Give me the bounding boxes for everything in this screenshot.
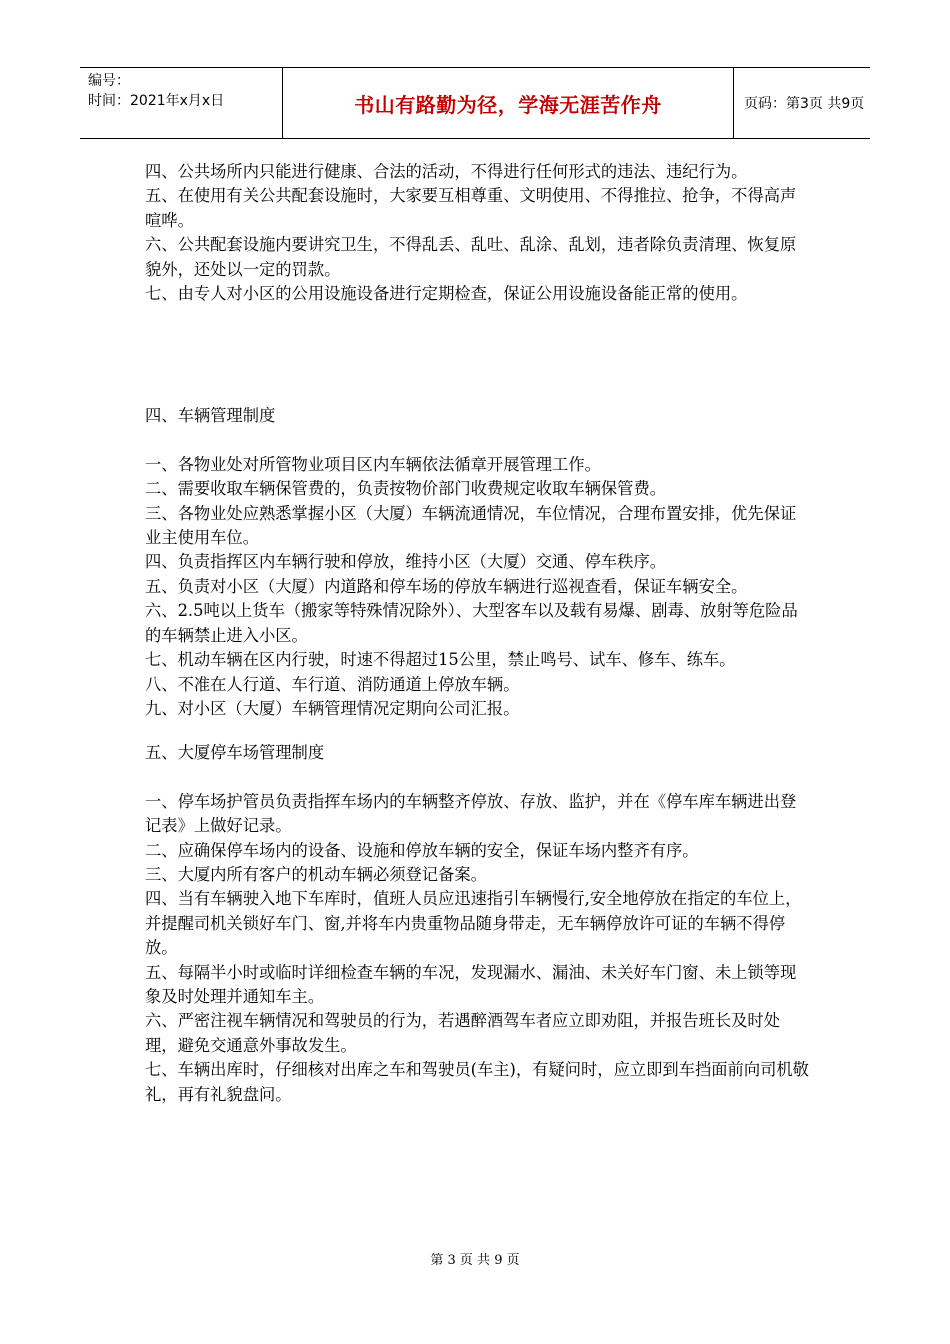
- vehicle-rule-item: 四、负责指挥区内车辆行驶和停放，维持小区（大厦）交通、停车秩序。: [145, 552, 667, 572]
- spacer: [145, 429, 810, 453]
- public-rule-item: 六、公共配套设施内要讲究卫生，不得乱丢、乱吐、乱涂、乱划，违者除负责清理、恢复原貌外，还处以一定的罚款。: [145, 235, 797, 279]
- public-rule-item: 四、公共场所内只能进行健康、合法的活动，不得进行任何形式的违法、违纪行为。: [145, 162, 748, 181]
- parking-rule-item: 五、每隔半小时或临时详细检查车辆的车况，发现漏水、漏油、未关好车门窗、未上锁等现象及时处理并通知车主。: [145, 962, 797, 1006]
- vehicle-rule-item: 三、各物业处应熟悉掌握小区（大厦）车辆流通情况，车位情况，合理布置安排，优先保证业主使用车位。: [145, 503, 797, 548]
- public-rule-item: 七、由专人对小区的公用设施设备进行定期检查，保证公用设施设备能正常的使用。: [145, 284, 748, 304]
- vehicle-rule-item: 一、各物业处对所管物业项目区内车辆依法循章开展管理工作。: [145, 454, 601, 474]
- parking-rule-item: 一、停车场护管员负责指挥车场内的车辆整齐停放、存放、监护，并在《停车库车辆进出登记表》上做好记录。: [145, 791, 797, 836]
- document-date-label: 时间：2021年x月x日: [88, 93, 225, 109]
- document-body: [145, 160, 810, 1107]
- public-rule-item: 五、在使用有关公共配套设施时，大家要互相尊重、文明使用、不得推拉、抢争，不得高声喧哗。: [145, 186, 797, 230]
- vehicle-rule-item: 九、对小区（大厦）车辆管理情况定期向公司汇报。: [145, 698, 520, 718]
- spacer: [145, 306, 810, 404]
- header-motto: 书山有路勤为径，学海无涯苦作舟: [354, 92, 662, 117]
- section-heading-parking: 五、大厦停车场管理制度: [145, 743, 325, 763]
- spacer: [145, 721, 810, 741]
- spacer: [145, 766, 810, 790]
- document-number-label: 编号：: [88, 73, 130, 89]
- parking-rule-item: 三、大厦内所有客户的机动车辆必须登记备案。: [145, 864, 487, 884]
- header-page-number: 页码：第3页 共9页: [744, 96, 865, 112]
- vehicle-rule-item: 七、机动车辆在区内行驶，时速不得超过15公里，禁止鸣号、试车、修车、练车。: [145, 650, 736, 670]
- vehicle-rule-item: 五、负责对小区（大厦）内道路和停车场的停放车辆进行巡视查看，保证车辆安全。: [145, 576, 748, 596]
- parking-rule-item: 四、当有车辆驶入地下车库时，值班人员应迅速指引车辆慢行,安全地停放在指定的车位上，并提醒司机关锁好车门、窗,并将车内贵重物品随身带走，无车辆停放许可证的车辆不得停放。: [145, 889, 802, 958]
- vehicle-rule-item: 二、需要收取车辆保管费的，负责按物价部门收费规定收取车辆保管费。: [145, 479, 667, 499]
- page-footer: 第 3 页 共 9 页: [430, 1253, 520, 1268]
- header-motto-cell: [283, 68, 734, 138]
- parking-rule-item: 二、应确保停车场内的设备、设施和停放车辆的安全，保证车场内整齐有序。: [145, 840, 699, 860]
- section-heading-vehicle: 四、车辆管理制度: [145, 406, 276, 426]
- parking-rule-item: 七、车辆出库时，仔细核对出库之车和驾驶员(车主)，有疑问时，应立即到车挡面前向司机敬礼，再有礼貌盘问。: [145, 1060, 809, 1104]
- header-page-cell: [734, 68, 870, 138]
- parking-rule-item: 六、严密注视车辆情况和驾驶员的行为，若遇醉酒驾车者应立即劝阻，并报告班长及时处理，避免交通意外事故发生。: [145, 1011, 780, 1055]
- vehicle-rule-item: 六、2.5吨以上货车（搬家等特殊情况除外）、大型客车以及载有易爆、剧毒、放射等危险品的车辆禁止进入小区。: [145, 601, 798, 645]
- page-header: [80, 67, 870, 139]
- header-meta-cell: [80, 68, 283, 138]
- vehicle-rule-item: 八、不准在人行道、车行道、消防通道上停放车辆。: [145, 674, 520, 694]
